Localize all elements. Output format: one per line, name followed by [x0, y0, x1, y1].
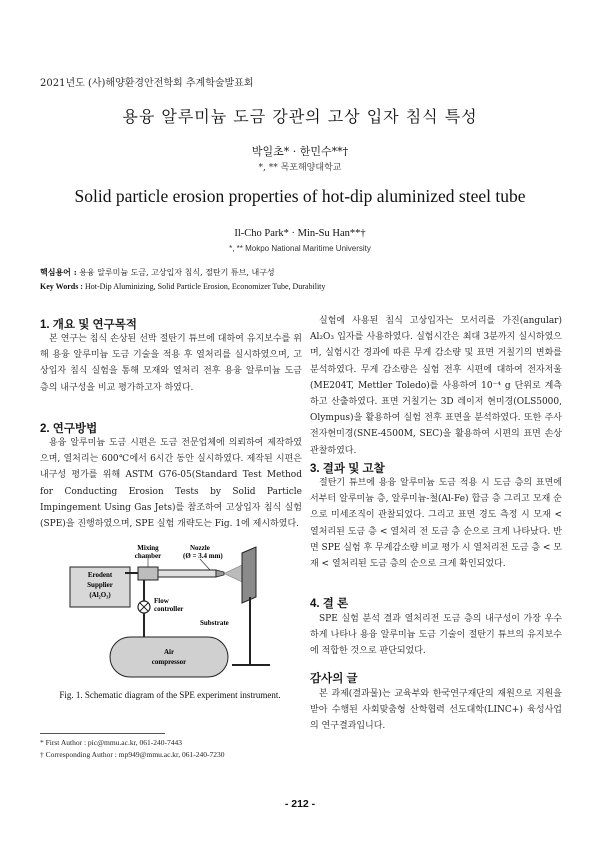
korean-title: 용융 알루미늄 도금 강관의 고상 입자 침식 특성: [122, 107, 478, 126]
korean-keywords-text: 용융 알루미늄 도금, 고상입자 침식, 절탄기 튜브, 내구성: [79, 268, 275, 277]
section-3-heading: 3. 결과 및 고찰: [310, 463, 385, 475]
nozzle-label-2: (Ø = 3.4 mm): [183, 552, 223, 560]
english-title: Solid particle erosion properties of hot-dip aluminized steel tube: [74, 186, 526, 206]
section-1-heading: 1. 개요 및 연구목적: [40, 319, 137, 331]
english-authors: Il-Cho Park* · Min-Su Han**†: [234, 228, 366, 239]
section-2-continued: [310, 313, 562, 459]
section-2-heading: 2. 연구방법: [40, 423, 98, 435]
section-1-paragraph: 본 연구는 침식 손상된 선박 절탄기 튜브에 대하여 유지보수를 위해 용융 알루미늄 도금 기술을 적용 후 열처리를 실시하였으며, 고상입자 침식 실험을 통해 모재와 열처리 전후 용융 알루미늄 도금 층의 내구성을 비교 평가하고자 하였다.: [40, 334, 302, 393]
acknowledgement-heading: 감사의 글: [310, 673, 358, 685]
mixing-label-1: Mixing: [137, 545, 159, 552]
korean-authors: 박일초* · 한민수**†: [251, 145, 349, 158]
page-number: - 212 -: [284, 798, 316, 810]
acknowledgement-paragraph: 본 과제(결과물)는 교육부와 한국연구재단의 재원으로 지원을 받아 수행된 사회맞춤형 산학협력 선도대학(LINC+) 육성사업의 연구결과입니다.: [310, 689, 562, 732]
section-4-paragraph: SPE 실험 분석 결과 열처리전 도금 층의 내구성이 가장 우수하게 나타나 용융 알루미늄 도금 기술이 절탄기 튜브의 유지보수에 적합한 것으로 판단되었다.: [310, 614, 562, 657]
footnote-first-author: * First Author : pic@mmu.ac.kr, 061-240-7443: [40, 738, 183, 747]
section-3-paragraph: 절탄기 튜브에 용융 알루미늄 도금 적용 시 도금 층의 표면에서부터 알루미늄 층, 알루미늄-철(Al-Fe) 합금 층 그리고 모재 순으로 미세조직이 관찰되었다. 그리고 표면 경도 측정 시 모재 < 열처리된 도금 층 < 열처리 전 도금 층 순으로 크게 나타났다. 반면 SPE 실험 후 무게감소량 비교 평가 시 열처리전 도금 층 < 모재 < 열처리된 도금 층의 순으로 크게 확인되었다.: [310, 478, 562, 570]
nozzle-tip: [216, 570, 224, 577]
acknowledgement-body: [310, 686, 562, 735]
footnote-divider: [40, 733, 165, 734]
korean-keywords-label: 핵심용어 :: [40, 267, 77, 277]
erodent-label-1: Erodent: [87, 571, 113, 579]
footnote-corresponding-author: † Corresponding Author : mp949@mmu.ac.kr, 061-240-7230: [40, 750, 225, 759]
section-4-body: [310, 611, 562, 660]
english-keywords-label: Key Words :: [40, 282, 83, 291]
section-2-body: [40, 435, 302, 532]
english-keywords: [40, 282, 325, 291]
conference-header: 2021년도 (사)해양환경안전학회 추계학술발표회: [40, 78, 254, 89]
spe-schematic-diagram: [60, 545, 290, 685]
section-1-body: [40, 331, 302, 396]
air-label-2: compressor: [151, 658, 187, 666]
erodent-label-2: Supplier: [87, 581, 113, 589]
nozzle-leader: [200, 559, 210, 570]
section-2-paragraph: 용융 알루미늄 도금 시편은 도금 전문업체에 의뢰하여 제작하였으며, 열처리는 600℃에서 6시간 동안 실시하였다. 제작된 시편은 내구성 평가를 위해 ASTM G76-05(Standard Test Method for Conducting Erosion Tests by Solid Particle Impingement Using Gas Jets)를 참조하여 고상입자 침식 실험(SPE)을 진행하였으며, SPE 실험 개략도는 Fig. 1에 제시하였다.: [40, 438, 302, 530]
flow-label-2: controller: [154, 605, 184, 613]
air-label-1: Air: [163, 648, 175, 656]
figure-caption: Fig. 1. Schematic diagram of the SPE experiment instrument.: [59, 690, 281, 700]
mixing-chamber: [138, 567, 158, 580]
erodent-label-3: (Al₂O₃): [89, 591, 111, 599]
korean-affiliation: *, ** 목포해양대학교: [258, 163, 342, 173]
english-keywords-text: Hot-Dip Aluminizing, Solid Particle Erosion, Economizer Tube, Durability: [84, 282, 326, 291]
air-compressor-tank: [110, 637, 228, 677]
korean-keywords: [40, 267, 275, 278]
substrate-label: Substrate: [200, 619, 229, 627]
nozzle-label-1: Nozzle: [190, 545, 210, 552]
flow-label-1: Flow: [154, 597, 169, 605]
english-affiliation: *, ** Mokpo National Maritime University: [229, 244, 371, 253]
nozzle-tube: [158, 570, 216, 577]
section-2-continued-paragraph: 실험에 사용된 침식 고상입자는 모서리를 가진(angular) Al₂O₃ 입자를 사용하였다. 실험시간은 최대 3분까지 실시하였으며, 실험시간 경과에 따른 무게 감소량 및 표면 거칠기의 변화를 분석하였다. 무게 감소량은 실험 전후 시편에 대하여 전자저울(ME204T, Mettler Toledo)를 사용하여 10⁻⁴ g 단위로 계측하고 산출하였다. 표면 거칠기는 3D 레이저 현미경(OLS5000, Olympus)을 활용하여 실험 전후 표면을 분석하였다. 또한 주사전자현미경(SNE-4500M, SEC)을 활용하여 시편의 표면 손상 관찰하였다.: [310, 316, 562, 456]
section-3-body: [310, 475, 562, 572]
section-4-heading: 4. 결 론: [310, 598, 349, 610]
mixing-label-2: chamber: [134, 552, 162, 560]
particle-jet: [224, 565, 242, 582]
substrate-plate: [242, 547, 256, 603]
